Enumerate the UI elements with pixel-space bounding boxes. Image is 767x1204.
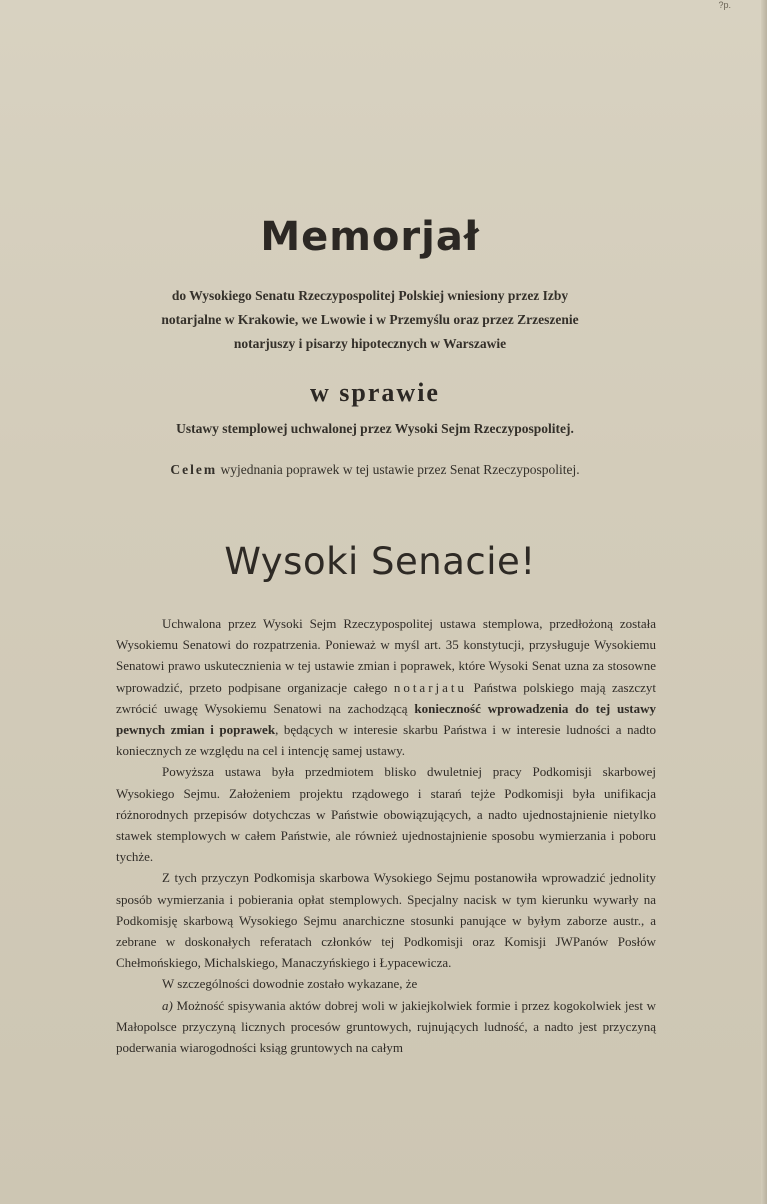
corner-pencil-mark: ?p. — [718, 0, 731, 10]
in-matter-heading: w sprawie — [310, 378, 440, 407]
salutation: Wysoki Senacie! — [224, 540, 536, 583]
subtitle-line-2: notarjalne w Krakowie, we Lwowie i w Przemyślu oraz przez Zrzeszenie — [161, 312, 579, 327]
act-line: Ustawy stemplowej uchwalonej przez Wysoki Sejm Rzeczypospolitej. — [176, 421, 574, 436]
document-subtitle — [100, 284, 640, 356]
subtitle-line-1: do Wysokiego Senatu Rzeczypospolitej Polskiej wniesiony przez Izby — [171, 288, 569, 303]
paragraph-3: Z tych przyczyn Podkomisja skarbowa Wysokiego Sejmu postanowiła wprowadzić jednolity sposób wymierzania i pobierania opłat stemplowych. Specjalny nacisk w tym kierunku wywarły na Podkomisję skarbową Wysokiego Sejmu anarchiczne stosunki panujące w byłym zaborze austr., a zebrane w doskonałych referatach członków tej Podkomisji oraz Komisji JWPanów Posłów Chełmońskiego, Michalskiego, Manaczyńskiego i Łypacewicza. — [116, 870, 656, 971]
paragraph-4: W szczególności dowodnie zostało wykazane, że — [162, 976, 418, 992]
list-item-a — [116, 995, 656, 1059]
item-a-text: Możność spisywania aktów dobrej woli w jakiejkolwiek formie i przez kogokolwiek jest w Małopolsce przyczyną licznych procesów gruntowych, rujnujących ludność, a nadto jest przyczyną poderwania wiarogodności ksiąg gruntowych na całym — [116, 997, 657, 1056]
page-edge — [761, 0, 767, 1204]
paragraph-2: Powyższa ustawa była przedmiotem blisko dwuletniej pracy Podkomisji skarbowej Wysokiego Sejmu. Założeniem projektu rządowego i starań tejże Podkomisji była unifikacja różnorodnych przepisów dotychczas w Państwie obowiązujących, a nadto ujednostajnienie nietylko stawek stemplowych w całem Państwie, ale również ujednostajnienie sposobu wymierzania i poboru tychże. — [116, 764, 656, 865]
purpose-lead: Celem — [170, 462, 218, 477]
item-a-label: a) — [162, 997, 173, 1013]
purpose-rest: wyjednania poprawek w tej ustawie przez Senat Rzeczypospolitej. — [220, 462, 580, 477]
p1-part-b: Państwa polskiego mają zaszczyt zwrócić uwagę Wysokiemu Senatowi na zachodzącą — [116, 679, 656, 716]
p1-part-a: Uchwalona przez Wysoki Sejm Rzeczypospolitej ustawa stemplowa, przedłożoną została Wysokiemu Senatowi do rozpatrzenia. Ponieważ w myśl art. 35 konstytucji, przysługuje Wysokiemu Senatowi prawo uskutecznienia w tej ustawie zmian i poprawek, które Wysoki Senat uzna za stosowne wprowadzić, przeto podpisane organizacje całego — [116, 616, 656, 695]
p1-bold-phrase: konieczność wprowadzenia do tej ustawy pewnych zmian i poprawek — [116, 700, 657, 738]
paragraph-1 — [116, 613, 656, 761]
body-text — [116, 613, 656, 1058]
subtitle-line-3: notarjuszy i pisarzy hipotecznych w Warszawie — [233, 336, 507, 351]
p1-spaced-word: notarjatu — [393, 679, 468, 695]
purpose-line — [0, 462, 750, 478]
document-title: Memorjał — [260, 214, 480, 260]
p1-part-c: , będących w interesie skarbu Państwa i w interesie ludności a nadto koniecznych ze względu na cel i intencję samej ustawy. — [116, 722, 656, 759]
